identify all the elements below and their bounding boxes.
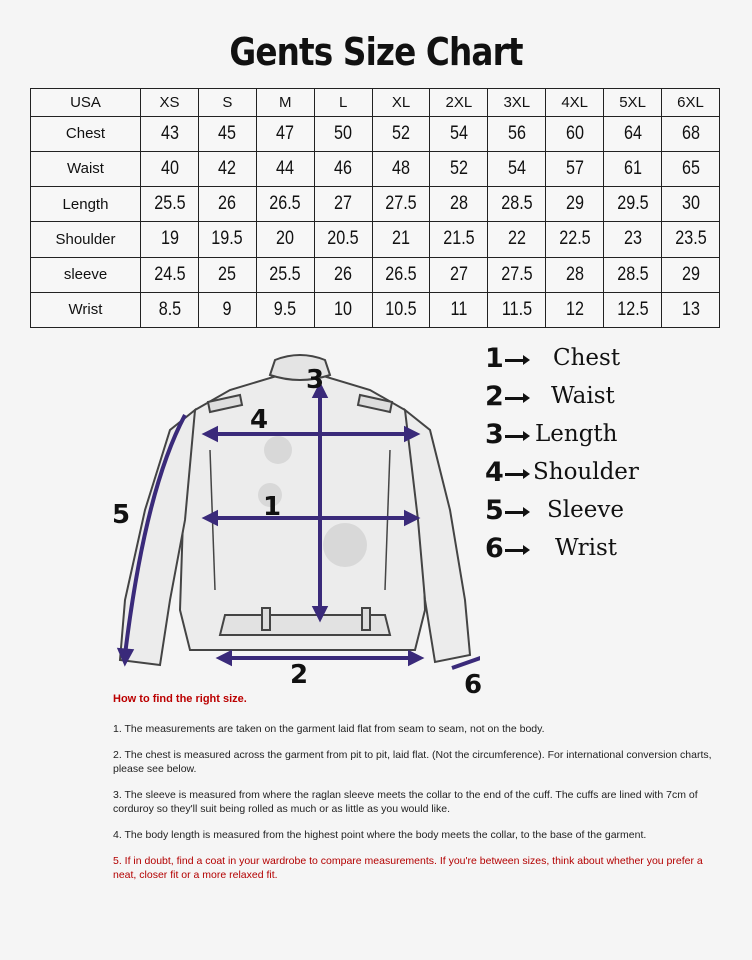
value-cell: 23 [608,222,657,257]
value-cell: 20.5 [319,222,368,257]
value-cell: 9 [203,292,252,327]
value-cell: 8.5 [145,292,194,327]
note-item-advice: 5. If in doubt, find a coat in your wardrobe to compare measurements. If you're between sizes, think about whether you prefer a neat, closer fit or a more relaxed fit. [113,855,703,881]
value-cell: 68 [666,116,715,151]
chart-title: Gents Size Chart [229,30,523,74]
sizing-notes [113,693,713,894]
right-arrow-icon [505,359,525,362]
value-cell: 50 [319,116,368,151]
value-cell: 52 [376,116,425,151]
value-cell: 29.5 [608,187,657,222]
note-item: 1. The measurements are taken on the garment laid flat from seam to seam, not on the body. [113,723,545,735]
value-cell: 29 [666,257,715,292]
value-cell: 48 [376,151,425,186]
row-label-cell: sleeve [31,257,141,292]
value-cell: 26.5 [261,187,310,222]
value-cell: 27.5 [492,257,541,292]
right-arrow-icon [505,473,525,476]
legend-item-sleeve [485,495,745,529]
header-size-cell: S [198,89,256,117]
legend-label: Chest [553,345,621,371]
table-row [31,257,720,292]
diagram-label-wrist: 6 [464,670,483,700]
header-size-cell: 2XL [430,89,488,117]
right-arrow-icon [505,435,525,438]
value-cell: 10 [319,292,368,327]
value-cell: 25 [203,257,252,292]
table-row [31,292,720,327]
value-cell: 19 [145,222,194,257]
row-label-cell: Length [31,187,141,222]
value-cell: 40 [145,151,194,186]
value-cell: 27.5 [376,187,425,222]
value-cell: 19.5 [203,222,252,257]
value-cell: 26 [203,187,252,222]
value-cell: 42 [203,151,252,186]
value-cell: 12.5 [608,292,657,327]
legend-label: Length [535,421,618,447]
row-label-cell: Shoulder [31,222,141,257]
value-cell: 13 [666,292,715,327]
table-row [31,116,720,151]
note-item: 3. The sleeve is measured from where the raglan sleeve meets the collar to the end of the cuff. The cuffs are lined with 7cm of corduroy so they'll suit being rolled as much or as little as you would like. [113,789,698,815]
legend-label: Waist [551,383,615,409]
notes-heading: How to find the right size. [113,693,247,705]
legend-number: 1 [485,343,504,374]
legend-item-length [485,419,745,453]
legend-item-waist [485,381,745,415]
value-cell: 11 [434,292,483,327]
value-cell: 52 [434,151,483,186]
value-cell: 54 [434,116,483,151]
value-cell: 60 [550,116,599,151]
right-arrow-icon [505,397,525,400]
legend-label: Wrist [555,535,618,561]
value-cell: 25.5 [145,187,194,222]
legend-number: 6 [485,533,504,564]
value-cell: 28.5 [492,187,541,222]
value-cell: 11.5 [492,292,541,327]
table-row [31,187,720,222]
value-cell: 28 [434,187,483,222]
value-cell: 21.5 [434,222,483,257]
value-cell: 56 [492,116,541,151]
size-table [30,88,720,328]
row-label-cell: Chest [31,116,141,151]
legend-item-chest [485,343,745,377]
value-cell: 43 [145,116,194,151]
value-cell: 25.5 [261,257,310,292]
value-cell: 22 [492,222,541,257]
diagram-label-waist: 2 [290,660,309,690]
legend-item-wrist [485,533,745,567]
diagram-label-length: 3 [306,365,325,395]
value-cell: 54 [492,151,541,186]
header-size-cell: XS [141,89,199,117]
row-label-cell: Wrist [31,292,141,327]
header-size-cell: 4XL [546,89,604,117]
value-cell: 46 [319,151,368,186]
header-size-cell: XL [372,89,430,117]
value-cell: 24.5 [145,257,194,292]
legend-label: Sleeve [547,497,624,523]
value-cell: 65 [666,151,715,186]
diagram-label-shoulder: 4 [250,405,269,435]
value-cell: 20 [261,222,310,257]
value-cell: 26.5 [376,257,425,292]
legend-number: 3 [485,419,504,450]
value-cell: 61 [608,151,657,186]
row-label-cell: Waist [31,151,141,186]
table-row [31,222,720,257]
value-cell: 12 [550,292,599,327]
value-cell: 22.5 [550,222,599,257]
header-region-cell: USA [31,89,141,117]
value-cell: 23.5 [666,222,715,257]
value-cell: 27 [434,257,483,292]
legend-number: 5 [485,495,504,526]
table-row [31,151,720,186]
right-arrow-icon [505,549,525,552]
value-cell: 57 [550,151,599,186]
value-cell: 45 [203,116,252,151]
header-size-cell: M [256,89,314,117]
value-cell: 10.5 [376,292,425,327]
diagram-label-chest: 1 [263,492,282,522]
value-cell: 26 [319,257,368,292]
note-item: 2. The chest is measured across the garment from pit to pit, laid flat. (Not the circumference). For international conversion charts, please see below. [113,749,712,775]
value-cell: 29 [550,187,599,222]
header-size-cell: 3XL [488,89,546,117]
value-cell: 9.5 [261,292,310,327]
legend-number: 2 [485,381,504,412]
header-size-cell: 6XL [662,89,720,117]
value-cell: 47 [261,116,310,151]
header-size-cell: L [314,89,372,117]
value-cell: 44 [261,151,310,186]
legend-item-shoulder [485,457,745,491]
jacket-back-illustration [100,350,480,690]
value-cell: 28.5 [608,257,657,292]
value-cell: 27 [319,187,368,222]
value-cell: 21 [376,222,425,257]
value-cell: 28 [550,257,599,292]
value-cell: 64 [608,116,657,151]
note-item: 4. The body length is measured from the highest point where the body meets the collar, to the base of the garment. [113,829,647,841]
right-arrow-icon [505,511,525,514]
value-cell: 30 [666,187,715,222]
table-header-row [31,89,720,117]
header-size-cell: 5XL [604,89,662,117]
legend-label: Shoulder [533,459,639,485]
legend-number: 4 [485,457,504,488]
diagram-label-sleeve: 5 [112,500,131,530]
